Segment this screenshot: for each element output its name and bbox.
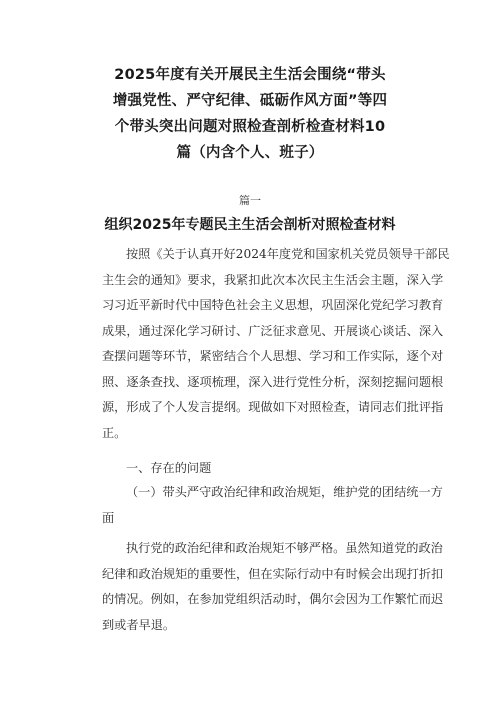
text-line: 习习近平新时代中国特色社会主义思想，巩固深化党纪学习教育: [102, 298, 444, 312]
document-title: [100, 62, 400, 166]
text-line: 成果，通过深化学习研讨、广泛征求意见、开展谈心谈话、深入: [102, 323, 444, 338]
intro-paragraph: [102, 242, 450, 446]
text-line: （一）带头严守政治纪律和政治规矩，维护党的团结统一方: [126, 485, 443, 499]
text-line: 按照《关于认真开好2024年度党和国家机关党员领导干部民: [126, 247, 450, 261]
text-line: 纪律和政治规矩的重要性，但在实际行动中有时候会出现打折扣: [102, 566, 444, 581]
article-title: 组织2025年专题民主生活会剖析对照检查材料: [104, 217, 396, 233]
text-line: 正。: [102, 425, 127, 440]
title-line: 篇（内含个人、班子）: [176, 145, 324, 161]
title-line: 2025年度有关开展民主生活会围绕“带头: [114, 67, 386, 83]
text-line: 的情况。例如，在参加党组织活动时，偶尔会因为工作繁忙而迟: [102, 592, 444, 606]
section-heading: [102, 456, 402, 482]
text-line: 源，形成了个人发言提纲。现做如下对照检查，请同志们批评指: [102, 400, 444, 414]
text-line: 面: [102, 510, 115, 525]
text-line: 执行党的政治纪律和政治规矩不够严格。虽然知道党的政治: [126, 541, 443, 555]
section-label: 篇一: [239, 194, 261, 207]
body-paragraph: [102, 536, 444, 638]
text-line: 查摆问题等环节，紧密结合个人思想、学习和工作实际，逐个对: [102, 349, 444, 363]
subsection-heading: [102, 480, 443, 531]
text-line: 照、逐条查找、逐项梳理，深入进行党性分析，深刻挖掘问题根: [102, 374, 444, 389]
text-line: 到或者早退。: [102, 617, 176, 632]
title-line: 个带头突出问题对照检查剖析检查材料10: [114, 119, 386, 135]
heading-line: 一、存在的问题: [126, 461, 212, 475]
title-line: 增强党性、严守纪律、砥砺作风方面”等四: [112, 93, 388, 109]
text-line: 主生会的通知》要求，我紧扣此次本次民主生活会主题，深入学: [102, 272, 444, 287]
